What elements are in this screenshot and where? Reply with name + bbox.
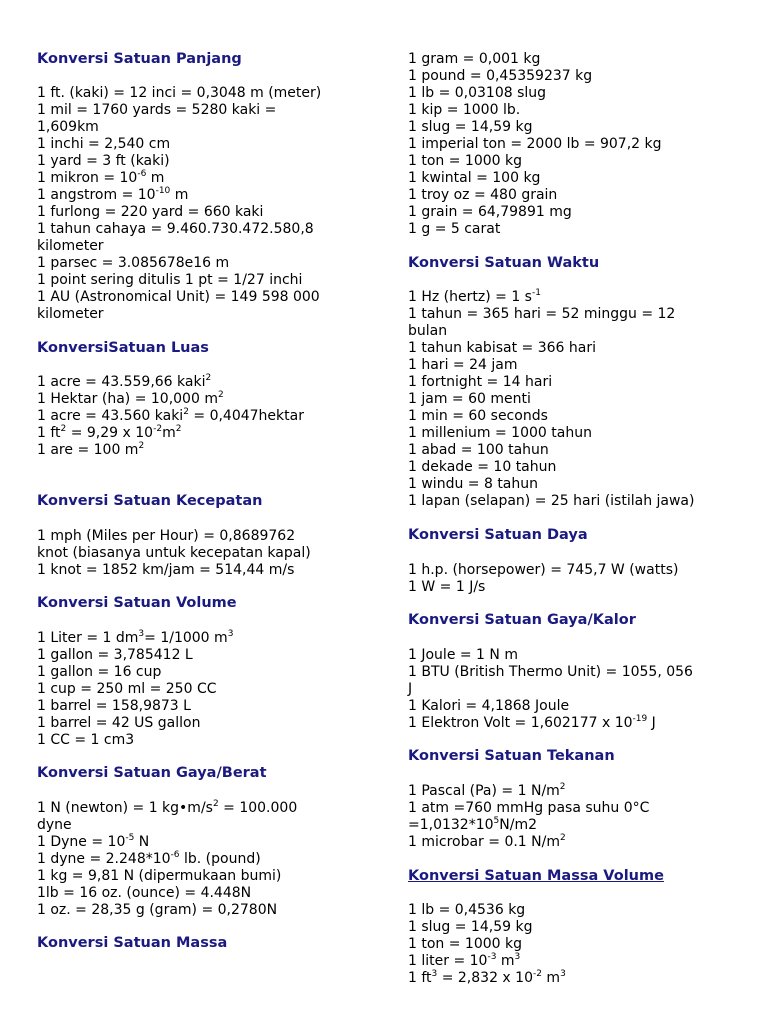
text-line: 1 barrel = 42 US gallon <box>37 715 201 731</box>
text-line: 1 gallon = 3,785412 L <box>37 647 193 663</box>
superscript: 2 <box>175 424 182 434</box>
text-part: 1 Elektron Volt = 1,602177 x 10 <box>408 715 633 731</box>
text-line <box>37 391 224 408</box>
text-line: 1 ton = 1000 kg <box>408 153 522 169</box>
superscript: -1 <box>531 288 541 298</box>
text-line: 1 ft. (kaki) = 12 inci = 0,3048 m (meter) <box>37 85 322 101</box>
text-part: 1 microbar = 0.1 N/m <box>408 834 560 850</box>
text-line <box>37 374 211 391</box>
text-line: 1 h.p. (horsepower) = 745,7 W (watts) <box>408 562 679 578</box>
heading-massa-volume-link[interactable]: Konversi Satuan Massa Volume <box>408 868 664 884</box>
text-line <box>37 442 144 459</box>
superscript: 2 <box>560 833 566 843</box>
text-line: 1 kwintal = 100 kg <box>408 170 541 186</box>
text-line: knot (biasanya untuk kecepatan kapal) <box>37 545 311 561</box>
superscript: 5 <box>493 816 500 826</box>
text-line: 1 oz. = 28,35 g (gram) = 0,2780N <box>37 902 278 918</box>
heading-volume: Konversi Satuan Volume <box>37 595 237 611</box>
text-line: 1 CC = 1 cm3 <box>37 732 135 748</box>
text-part: 1 dyne = 2.248*10 <box>37 851 171 867</box>
text-line: 1 min = 60 seconds <box>408 408 548 424</box>
text-line <box>37 630 233 647</box>
text-part: = 1/1000 m <box>144 630 228 646</box>
text-part: 1 mikron = 10 <box>37 170 138 186</box>
text-line: 1 furlong = 220 yard = 660 kaki <box>37 204 264 220</box>
superscript: -2 <box>153 424 163 434</box>
text-part: J <box>647 715 656 731</box>
text-line: 1 kip = 1000 lb. <box>408 102 521 118</box>
text-part: 1 Hektar (ha) = 10,000 m <box>37 391 218 407</box>
text-line <box>408 783 566 800</box>
superscript: 2 <box>217 390 224 400</box>
superscript: 2 <box>205 373 212 383</box>
text-part: = 100.000 <box>218 800 298 816</box>
text-part: N <box>134 834 150 850</box>
text-line: J <box>408 681 413 697</box>
text-line: 1 cup = 250 ml = 250 CC <box>37 681 217 697</box>
text-line: 1 grain = 64,79891 mg <box>408 204 572 220</box>
text-line: 1 hari = 24 jam <box>408 357 518 373</box>
text-line: 1 yard = 3 ft (kaki) <box>37 153 170 169</box>
text-line: 1 millenium = 1000 tahun <box>408 425 592 441</box>
text-line <box>37 425 181 442</box>
superscript: -6 <box>170 850 180 860</box>
text-line: 1 parsec = 3.085678e16 m <box>37 255 230 271</box>
superscript: -10 <box>155 186 171 196</box>
text-line: 1 atm =760 mmHg pasa suhu 0°C <box>408 800 650 816</box>
text-part: 1 acre = 43.559,66 kaki <box>37 374 206 390</box>
heading-luas: KonversiSatuan Luas <box>37 340 209 356</box>
superscript: 3 <box>227 629 234 639</box>
superscript: 2 <box>559 782 566 792</box>
text-line <box>408 970 566 987</box>
text-line: 1 gram = 0,001 kg <box>408 51 541 67</box>
text-line: 1 slug = 14,59 kg <box>408 119 533 135</box>
text-line <box>408 834 566 851</box>
superscript: 2 <box>183 407 189 417</box>
superscript: 2 <box>138 441 145 451</box>
text-line <box>408 953 520 970</box>
superscript: -6 <box>137 169 147 179</box>
text-line: 1 tahun kabisat = 366 hari <box>408 340 596 356</box>
text-line: 1lb = 16 oz. (ounce) = 4.448N <box>37 885 252 901</box>
text-part: 1 are = 100 m <box>37 442 139 458</box>
text-part: 1 Dyne = 10 <box>37 834 126 850</box>
text-line: kilometer <box>37 238 104 254</box>
text-part: 1 Pascal (Pa) = 1 N/m <box>408 783 560 799</box>
text-line: 1 tahun cahaya = 9.460.730.472.580,8 <box>37 221 314 237</box>
text-line: dyne <box>37 817 72 833</box>
superscript: -2 <box>532 969 542 979</box>
text-part: 1 liter = 10 <box>408 953 488 969</box>
text-line: 1 kg = 9,81 N (dipermukaan bumi) <box>37 868 282 884</box>
text-part: m <box>146 170 165 186</box>
text-part: lb. (pound) <box>179 851 261 867</box>
superscript: 3 <box>138 629 145 639</box>
text-line: 1 dekade = 10 tahun <box>408 459 557 475</box>
text-line <box>37 170 164 187</box>
text-part: =1,0132*10 <box>408 817 494 833</box>
text-line: 1 tahun = 365 hari = 52 minggu = 12 <box>408 306 676 322</box>
text-line: 1 lb = 0,03108 slug <box>408 85 547 101</box>
text-line: 1 Kalori = 4,1868 Joule <box>408 698 570 714</box>
text-line: 1 lapan (selapan) = 25 hari (istilah jawa) <box>408 493 695 509</box>
text-line: 1 jam = 60 menti <box>408 391 531 407</box>
superscript: -19 <box>632 714 648 724</box>
superscript: 2 <box>60 424 67 434</box>
superscript: -5 <box>125 833 135 843</box>
text-line <box>408 289 541 306</box>
heading-daya: Konversi Satuan Daya <box>408 527 588 543</box>
text-line <box>37 851 261 868</box>
text-part: 1 ft <box>37 425 61 441</box>
text-line: 1 Joule = 1 N m <box>408 647 518 663</box>
heading-gaya-kalor: Konversi Satuan Gaya/Kalor <box>408 612 636 628</box>
text-part: m <box>496 953 515 969</box>
superscript: -3 <box>487 952 497 962</box>
text-part: m <box>170 187 189 203</box>
text-part: 1 N (newton) = 1 kg•m/s <box>37 800 213 816</box>
text-part: 1 Liter = 1 dm <box>37 630 139 646</box>
heading-kecepatan: Konversi Satuan Kecepatan <box>37 493 263 509</box>
text-line: 1 pound = 0,45359237 kg <box>408 68 593 84</box>
text-line: 1 W = 1 J/s <box>408 579 486 595</box>
text-line: 1 slug = 14,59 kg <box>408 919 533 935</box>
text-line <box>408 817 537 834</box>
heading-panjang: Konversi Satuan Panjang <box>37 51 242 67</box>
text-part: 1 acre = 43.560 kaki <box>37 408 184 424</box>
superscript: 2 <box>212 799 219 809</box>
text-part: = 0,4047hektar <box>188 408 304 424</box>
text-part: = 2,832 x 10 <box>437 970 533 986</box>
text-part: 1 Hz (hertz) = 1 s <box>408 289 532 305</box>
text-line: 1 ton = 1000 kg <box>408 936 522 952</box>
text-part: m <box>541 970 561 986</box>
text-line <box>37 187 188 204</box>
text-line <box>37 408 304 425</box>
text-part: 1 angstrom = 10 <box>37 187 156 203</box>
text-line: 1 gallon = 16 cup <box>37 664 162 680</box>
superscript: 3 <box>431 969 438 979</box>
text-line: 1 imperial ton = 2000 lb = 907,2 kg <box>408 136 662 152</box>
text-line <box>37 834 149 851</box>
text-line: 1 point sering ditulis 1 pt = 1/27 inchi <box>37 272 303 288</box>
text-part: 1 ft <box>408 970 432 986</box>
text-part: = 9,29 x 10 <box>66 425 154 441</box>
text-line: 1 mil = 1760 yards = 5280 kaki = <box>37 102 277 118</box>
text-line: bulan <box>408 323 448 339</box>
text-line: 1 abad = 100 tahun <box>408 442 549 458</box>
heading-gaya-berat: Konversi Satuan Gaya/Berat <box>37 765 267 781</box>
heading-massa: Konversi Satuan Massa <box>37 935 228 951</box>
text-line: 1 lb = 0,4536 kg <box>408 902 526 918</box>
text-line <box>408 715 656 732</box>
text-line: 1 AU (Astronomical Unit) = 149 598 000 <box>37 289 320 305</box>
text-line: 1 g = 5 carat <box>408 221 501 237</box>
text-line: kilometer <box>37 306 104 322</box>
text-line: 1 BTU (British Thermo Unit) = 1055, 056 <box>408 664 693 680</box>
text-line: 1 inchi = 2,540 cm <box>37 136 171 152</box>
text-part: m <box>162 425 176 441</box>
text-line: 1 knot = 1852 km/jam = 514,44 m/s <box>37 562 295 578</box>
text-line <box>37 800 297 817</box>
text-line: 1 barrel = 158,9873 L <box>37 698 191 714</box>
heading-tekanan: Konversi Satuan Tekanan <box>408 748 615 764</box>
text-part: N/m2 <box>499 817 537 833</box>
text-line: 1 fortnight = 14 hari <box>408 374 553 390</box>
superscript: 3 <box>514 952 521 962</box>
text-line: 1 mph (Miles per Hour) = 0,8689762 <box>37 528 296 544</box>
heading-waktu: Konversi Satuan Waktu <box>408 255 600 271</box>
text-line: 1 troy oz = 480 grain <box>408 187 558 203</box>
text-line: 1 windu = 8 tahun <box>408 476 539 492</box>
superscript: 3 <box>560 969 566 979</box>
text-line: 1,609km <box>37 119 99 135</box>
